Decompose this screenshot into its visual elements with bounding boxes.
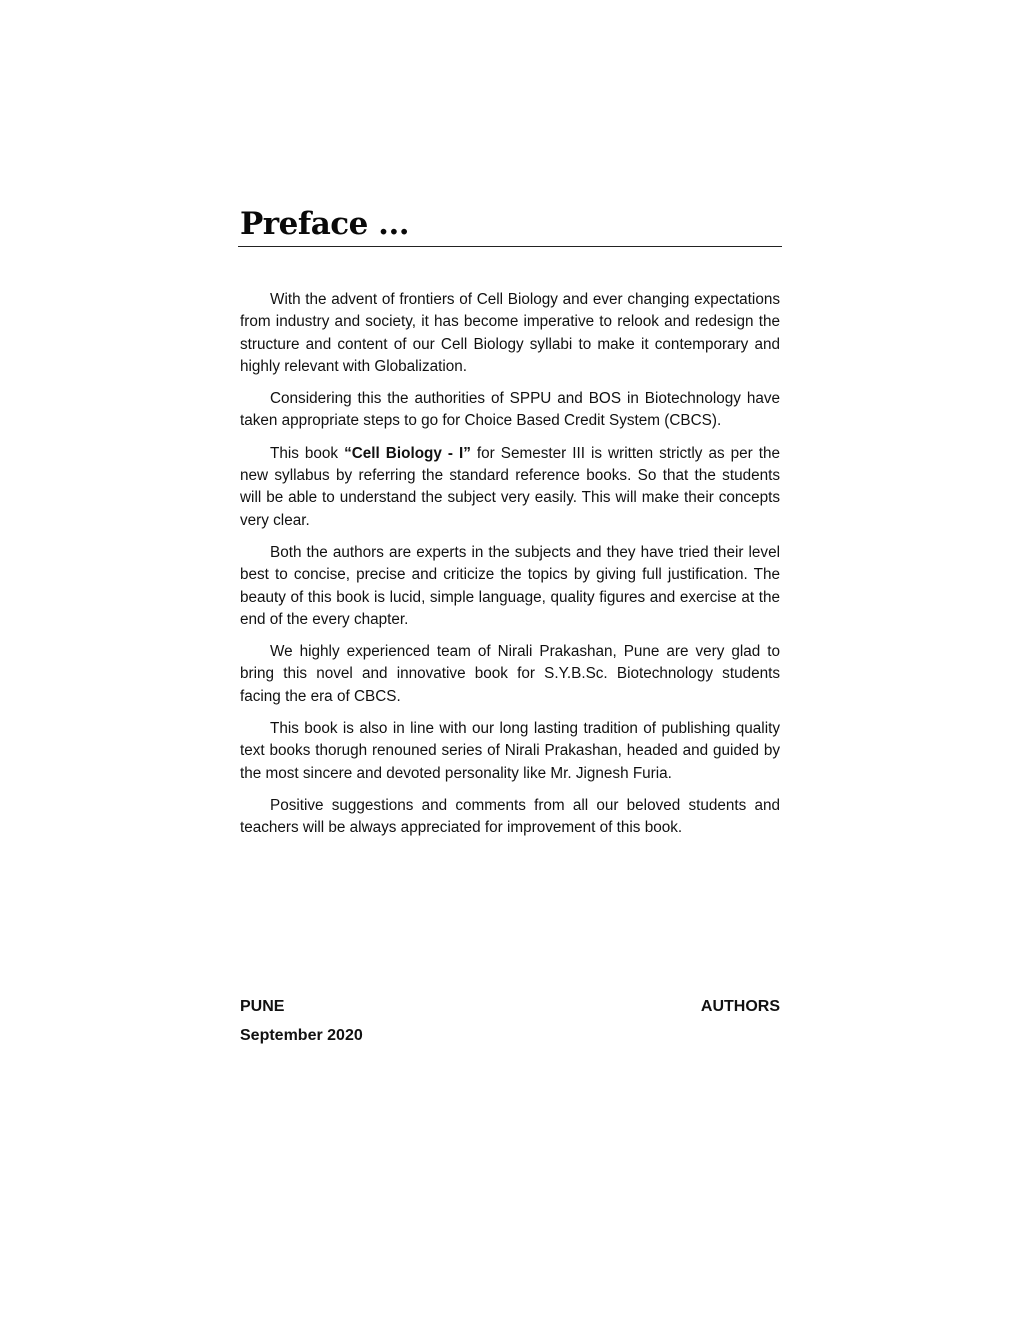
paragraph: Positive suggestions and comments from all our beloved students and teachers will be always appreciated for improvement of this book.	[240, 796, 780, 837]
preface-page	[238, 0, 782, 1320]
paragraph: We highly experienced team of Nirali Prakashan, Pune are very glad to bring this novel and innovative book for S.Y.B.Sc. Biotechnology students facing the era of CBCS.	[240, 643, 780, 705]
place: PUNE	[240, 998, 285, 1015]
paragraph: Considering this the authorities of SPPU and BOS in Biotechnology have taken appropriate steps to go for Choice Based Credit System (CBCS).	[240, 390, 780, 430]
page-title: Preface ...	[240, 206, 410, 242]
signoff-row	[240, 996, 780, 1018]
paragraph: With the advent of frontiers of Cell Biology and ever changing expectations from industry and society, it has become imperative to relook and redesign the structure and content of our Cell Biology syllabi to make it contemporary and highly relevant with Globalization.	[240, 291, 780, 375]
date: September 2020	[240, 1027, 363, 1044]
book-title: “Cell Biology - I”	[344, 444, 471, 462]
paragraph-text: for Semester III is written strictly as per the new syllabus by referring the standard reference books. So that the students will be able to understand the subject very easily. This will make their concepts very clear.	[240, 444, 781, 529]
title-block	[238, 204, 782, 247]
paragraph	[240, 443, 780, 532]
signature: AUTHORS	[700, 998, 780, 1015]
paragraph: Both the authors are experts in the subjects and they have tried their level best to concise, precise and criticize the topics by giving full justification. The beauty of this book is lucid, simple language, quality figures and exercise at the end of the every chapter.	[240, 543, 780, 628]
date-row	[240, 1025, 780, 1047]
preface-body	[240, 289, 780, 850]
paragraph-text: This book	[270, 444, 345, 462]
paragraph: This book is also in line with our long lasting tradition of publishing quality text books thorugh renouned series of Nirali Prakashan, headed and guided by the most sincere and devoted personality like Mr. Jignesh Furia.	[240, 720, 780, 782]
title-underline	[238, 246, 782, 247]
